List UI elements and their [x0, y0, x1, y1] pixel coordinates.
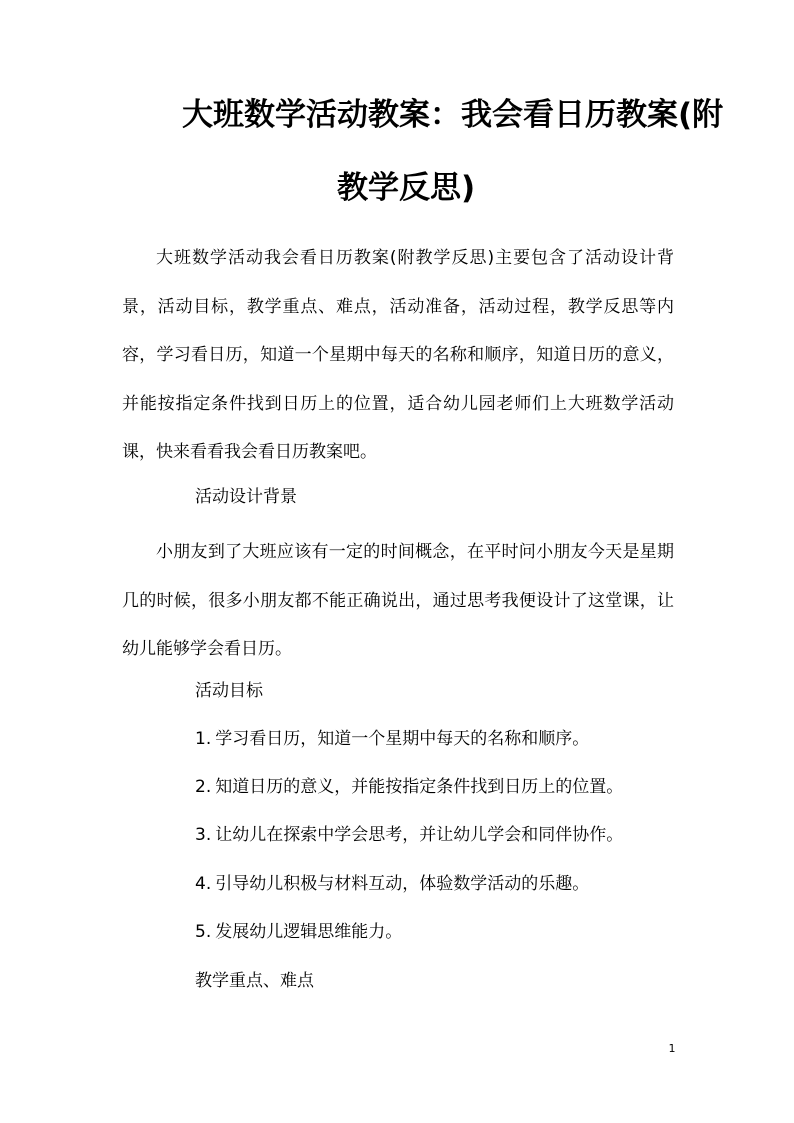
- section-heading-background: 活动设计背景: [195, 487, 297, 507]
- page-number: 1: [668, 1042, 676, 1055]
- objective-item: [195, 772, 623, 802]
- objective-number: 3.: [195, 825, 212, 845]
- document-title-line-1: 大班数学活动教案：我会看日历教案(附: [182, 97, 724, 133]
- objective-item: [195, 724, 589, 754]
- document-title-line-2: 教学反思): [337, 170, 476, 206]
- section-heading-objectives: 活动目标: [195, 681, 263, 701]
- objective-text: 发展幼儿逻辑思维能力。: [215, 922, 403, 942]
- objective-text: 引导幼儿积极与材料互动，体验数学活动的乐趣。: [215, 874, 590, 894]
- intro-paragraph: 大班数学活动我会看日历教案(附教学反思)主要包含了活动设计背景，活动目标，教学重点、难点，活动准备，活动过程，教学反思等内容，学习看日历，知道一个星期中每天的名称和顺序，知道日历的意义，并能按指定条件找到日历上的位置，适合幼儿园老师们上大班数学活动课，快来看看我会看日历教案吧。: [122, 248, 674, 462]
- objective-item: [195, 869, 589, 899]
- objective-number: 2.: [195, 777, 212, 797]
- objective-item: [195, 820, 623, 850]
- background-paragraph: 小朋友到了大班应该有一定的时间概念，在平时问小朋友今天是星期几的时候，很多小朋友都不能正确说出，通过思考我便设计了这堂课，让幼儿能够学会看日历。: [122, 542, 674, 659]
- objective-text: 学习看日历，知道一个星期中每天的名称和顺序。: [215, 729, 590, 749]
- objective-text: 让幼儿在探索中学会思考，并让幼儿学会和同伴协作。: [215, 825, 624, 845]
- objective-number: 5.: [195, 922, 212, 942]
- objective-number: 4.: [195, 874, 212, 894]
- objective-number: 1.: [195, 729, 212, 749]
- objective-item: [195, 917, 402, 947]
- objective-text: 知道日历的意义，并能按指定条件找到日历上的位置。: [215, 777, 624, 797]
- section-heading-key-points: 教学重点、难点: [195, 971, 314, 991]
